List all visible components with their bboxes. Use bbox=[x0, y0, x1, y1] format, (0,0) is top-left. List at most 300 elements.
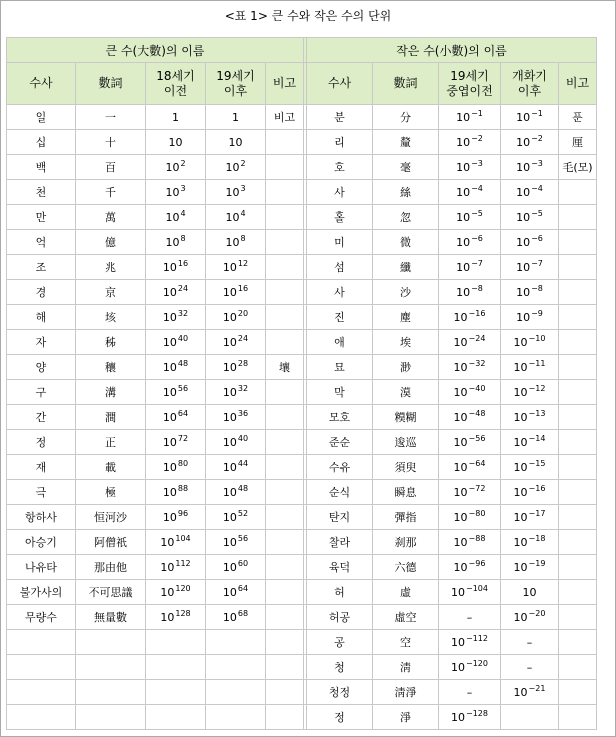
small-hanja-cell: 釐 bbox=[373, 130, 439, 155]
large-note-cell bbox=[266, 680, 304, 705]
small-era-after-cell: $10^{-11}$ bbox=[501, 355, 559, 380]
large-note-cell bbox=[266, 330, 304, 355]
small-note-cell: 厘 bbox=[559, 130, 597, 155]
exponent: 40 bbox=[237, 433, 249, 443]
large-note-cell bbox=[266, 405, 304, 430]
large-era-after-cell: $10^{32}$ bbox=[206, 380, 266, 405]
large-note-cell bbox=[266, 705, 304, 730]
large-hanja-cell: 無量數 bbox=[76, 605, 146, 630]
large-numeral-cell bbox=[7, 630, 76, 655]
small-era-before-cell: $10^{-40}$ bbox=[439, 380, 501, 405]
large-era-after-cell: $10^{60}$ bbox=[206, 555, 266, 580]
small-hanja-cell: 淸淨 bbox=[373, 680, 439, 705]
exponent: −3 bbox=[531, 158, 543, 168]
large-hanja-cell: 十 bbox=[76, 130, 146, 155]
small-note-cell bbox=[559, 430, 597, 455]
small-era-after-cell: $10^{-21}$ bbox=[501, 680, 559, 705]
small-hanja-cell: 忽 bbox=[373, 205, 439, 230]
exponent: −17 bbox=[528, 508, 546, 518]
exponent: −4 bbox=[531, 183, 543, 193]
small-hanja-cell: 淸 bbox=[373, 655, 439, 680]
table-row bbox=[7, 155, 597, 180]
small-era-after-cell: $10^{-7}$ bbox=[501, 255, 559, 280]
large-era-after-cell: $10^{52}$ bbox=[206, 505, 266, 530]
exponent: −7 bbox=[471, 258, 483, 268]
large-era-before-cell: $10^8$ bbox=[146, 230, 206, 255]
large-numeral-cell: 항하사 bbox=[7, 505, 76, 530]
large-note-cell bbox=[266, 505, 304, 530]
table-row bbox=[7, 205, 597, 230]
table-row bbox=[7, 430, 597, 455]
exponent: 8 bbox=[240, 233, 246, 243]
large-hanja-cell: 那由他 bbox=[76, 555, 146, 580]
large-era-before-cell: $10^3$ bbox=[146, 180, 206, 205]
small-hanja-cell: 六德 bbox=[373, 555, 439, 580]
exponent: 32 bbox=[177, 308, 189, 318]
small-era-before-cell: $10^{-6}$ bbox=[439, 230, 501, 255]
small-note-cell bbox=[559, 405, 597, 430]
large-hanja-cell: 秭 bbox=[76, 330, 146, 355]
exponent: −24 bbox=[468, 333, 486, 343]
large-hanja-cell: 兆 bbox=[76, 255, 146, 280]
exponent: 12 bbox=[237, 258, 249, 268]
exponent: −1 bbox=[531, 108, 543, 118]
large-era-after-cell: $10^{40}$ bbox=[206, 430, 266, 455]
exponent: −2 bbox=[531, 133, 543, 143]
small-hanja-cell: 虛 bbox=[373, 580, 439, 605]
exponent: 8 bbox=[180, 233, 186, 243]
large-era-after-cell bbox=[206, 630, 266, 655]
large-note-cell bbox=[266, 430, 304, 455]
small-era-before-cell: $10^{-5}$ bbox=[439, 205, 501, 230]
exponent: −12 bbox=[528, 383, 546, 393]
small-note-cell bbox=[559, 505, 597, 530]
large-era-before-cell: 10 bbox=[146, 130, 206, 155]
small-hanja-cell: 漠 bbox=[373, 380, 439, 405]
exponent: −32 bbox=[468, 358, 486, 368]
small-note-cell bbox=[559, 230, 597, 255]
exponent: −104 bbox=[466, 583, 488, 593]
small-era-before-cell: $10^{-80}$ bbox=[439, 505, 501, 530]
large-numeral-cell: 천 bbox=[7, 180, 76, 205]
small-era-before-cell: $10^{-88}$ bbox=[439, 530, 501, 555]
large-era-after-cell: $10^{44}$ bbox=[206, 455, 266, 480]
exponent: 72 bbox=[177, 433, 189, 443]
small-hanja-cell: 淨 bbox=[373, 705, 439, 730]
exponent: 64 bbox=[177, 408, 189, 418]
exponent: −9 bbox=[531, 308, 543, 318]
small-numeral-cell: 호 bbox=[307, 155, 373, 180]
exponent: 112 bbox=[175, 558, 191, 568]
small-hanja-cell: 沙 bbox=[373, 280, 439, 305]
large-note-cell bbox=[266, 305, 304, 330]
large-era-before-cell: $10^{56}$ bbox=[146, 380, 206, 405]
exponent: 52 bbox=[237, 508, 249, 518]
large-numeral-cell: 일 bbox=[7, 105, 76, 130]
large-era-before-cell: 1 bbox=[146, 105, 206, 130]
large-note-cell bbox=[266, 380, 304, 405]
exponent: 4 bbox=[180, 208, 186, 218]
small-note-cell bbox=[559, 605, 597, 630]
exponent: 44 bbox=[237, 458, 249, 468]
large-era-after-cell: $10^{16}$ bbox=[206, 280, 266, 305]
large-numeral-cell: 나유타 bbox=[7, 555, 76, 580]
large-numeral-cell: 자 bbox=[7, 330, 76, 355]
exponent: −88 bbox=[468, 533, 486, 543]
small-numeral-cell: 홀 bbox=[307, 205, 373, 230]
number-units-table bbox=[6, 37, 597, 730]
small-numeral-cell: 육덕 bbox=[307, 555, 373, 580]
small-numeral-cell: 사 bbox=[307, 180, 373, 205]
large-note-cell bbox=[266, 555, 304, 580]
large-numeral-cell: 해 bbox=[7, 305, 76, 330]
large-era-before-cell: $10^{96}$ bbox=[146, 505, 206, 530]
small-note-cell: 푼 bbox=[559, 105, 597, 130]
small-hanja-cell: 渺 bbox=[373, 355, 439, 380]
small-numeral-cell: 허공 bbox=[307, 605, 373, 630]
small-note-cell bbox=[559, 555, 597, 580]
large-numeral-cell bbox=[7, 680, 76, 705]
large-numeral-cell: 조 bbox=[7, 255, 76, 280]
table-row bbox=[7, 505, 597, 530]
exponent: −64 bbox=[468, 458, 486, 468]
large-era-after-cell bbox=[206, 705, 266, 730]
small-hanja-cell: 逡巡 bbox=[373, 430, 439, 455]
large-hanja-cell: 恒河沙 bbox=[76, 505, 146, 530]
large-era-after-cell: $10^{12}$ bbox=[206, 255, 266, 280]
large-era-before-cell: $10^{40}$ bbox=[146, 330, 206, 355]
small-numeral-cell: 모호 bbox=[307, 405, 373, 430]
large-header-hanja: 數詞 bbox=[76, 63, 146, 105]
exponent: 60 bbox=[237, 558, 249, 568]
small-numeral-cell: 묘 bbox=[307, 355, 373, 380]
exponent: 96 bbox=[177, 508, 189, 518]
small-note-cell bbox=[559, 305, 597, 330]
large-numeral-cell: 정 bbox=[7, 430, 76, 455]
large-note-cell: 비고 bbox=[266, 105, 304, 130]
exponent: −6 bbox=[471, 233, 483, 243]
large-hanja-cell: 不可思議 bbox=[76, 580, 146, 605]
small-hanja-cell: 彈指 bbox=[373, 505, 439, 530]
large-era-after-cell: $10^{36}$ bbox=[206, 405, 266, 430]
exponent: 24 bbox=[177, 283, 189, 293]
exponent: 36 bbox=[237, 408, 249, 418]
small-note-cell bbox=[559, 655, 597, 680]
large-era-after-cell: $10^{28}$ bbox=[206, 355, 266, 380]
table-row bbox=[7, 380, 597, 405]
table-row bbox=[7, 680, 597, 705]
exponent: −128 bbox=[466, 708, 488, 718]
small-hanja-cell: 刹那 bbox=[373, 530, 439, 555]
large-numeral-cell: 양 bbox=[7, 355, 76, 380]
large-era-before-cell: $10^{64}$ bbox=[146, 405, 206, 430]
small-hanja-cell: 埃 bbox=[373, 330, 439, 355]
large-era-after-cell: $10^8$ bbox=[206, 230, 266, 255]
large-header-era-before: 18세기 이전 bbox=[146, 63, 206, 105]
small-era-before-cell: $10^{-8}$ bbox=[439, 280, 501, 305]
exponent: 16 bbox=[237, 283, 249, 293]
small-numeral-cell: 섬 bbox=[307, 255, 373, 280]
small-era-after-cell: $10^{-3}$ bbox=[501, 155, 559, 180]
small-era-after-cell: 10 bbox=[501, 580, 559, 605]
table-row bbox=[7, 230, 597, 255]
table-row bbox=[7, 305, 597, 330]
exponent: −14 bbox=[528, 433, 546, 443]
large-era-after-cell bbox=[206, 655, 266, 680]
table-row bbox=[7, 105, 597, 130]
small-era-before-cell: $10^{-3}$ bbox=[439, 155, 501, 180]
exponent: 2 bbox=[180, 158, 186, 168]
large-hanja-cell: 萬 bbox=[76, 205, 146, 230]
exponent: −10 bbox=[528, 333, 546, 343]
large-note-cell bbox=[266, 255, 304, 280]
large-era-after-cell: $10^{20}$ bbox=[206, 305, 266, 330]
large-era-after-cell: $10^{64}$ bbox=[206, 580, 266, 605]
exponent: −6 bbox=[531, 233, 543, 243]
small-era-before-cell: $10^{-32}$ bbox=[439, 355, 501, 380]
exponent: 32 bbox=[237, 383, 249, 393]
small-era-before-cell: $10^{-56}$ bbox=[439, 430, 501, 455]
small-numeral-cell: 찰라 bbox=[307, 530, 373, 555]
large-hanja-cell: 溝 bbox=[76, 380, 146, 405]
large-note-cell bbox=[266, 155, 304, 180]
exponent: −3 bbox=[471, 158, 483, 168]
small-era-after-cell: $10^{-13}$ bbox=[501, 405, 559, 430]
large-era-before-cell bbox=[146, 630, 206, 655]
small-numeral-cell: 청 bbox=[307, 655, 373, 680]
small-hanja-cell: 瞬息 bbox=[373, 480, 439, 505]
large-note-cell bbox=[266, 530, 304, 555]
small-header-hanja: 數詞 bbox=[373, 63, 439, 105]
exponent: −120 bbox=[466, 658, 488, 668]
small-era-after-cell: $10^{-16}$ bbox=[501, 480, 559, 505]
large-era-after-cell: $10^{56}$ bbox=[206, 530, 266, 555]
exponent: 16 bbox=[177, 258, 189, 268]
small-numeral-cell: 막 bbox=[307, 380, 373, 405]
small-note-cell bbox=[559, 330, 597, 355]
small-numeral-cell: 리 bbox=[307, 130, 373, 155]
small-numeral-cell: 순식 bbox=[307, 480, 373, 505]
exponent: 28 bbox=[237, 358, 249, 368]
large-note-cell bbox=[266, 130, 304, 155]
large-era-before-cell: $10^{120}$ bbox=[146, 580, 206, 605]
large-hanja-cell: 澗 bbox=[76, 405, 146, 430]
small-note-cell bbox=[559, 180, 597, 205]
small-era-after-cell: – bbox=[501, 630, 559, 655]
large-era-before-cell: $10^{24}$ bbox=[146, 280, 206, 305]
table-row bbox=[7, 330, 597, 355]
large-note-cell bbox=[266, 455, 304, 480]
small-numeral-cell: 미 bbox=[307, 230, 373, 255]
exponent: 128 bbox=[175, 608, 191, 618]
large-numeral-cell: 극 bbox=[7, 480, 76, 505]
small-hanja-cell: 虛空 bbox=[373, 605, 439, 630]
large-hanja-cell: 億 bbox=[76, 230, 146, 255]
exponent: 20 bbox=[237, 308, 249, 318]
small-era-before-cell: $10^{-64}$ bbox=[439, 455, 501, 480]
large-note-cell bbox=[266, 280, 304, 305]
small-era-after-cell: $10^{-2}$ bbox=[501, 130, 559, 155]
exponent: 40 bbox=[177, 333, 189, 343]
exponent: −20 bbox=[528, 608, 546, 618]
large-era-before-cell: $10^{32}$ bbox=[146, 305, 206, 330]
large-era-before-cell: $10^2$ bbox=[146, 155, 206, 180]
large-hanja-cell: 京 bbox=[76, 280, 146, 305]
exponent: 68 bbox=[237, 608, 249, 618]
small-note-cell bbox=[559, 380, 597, 405]
small-note-cell bbox=[559, 580, 597, 605]
large-era-after-cell: 10 bbox=[206, 130, 266, 155]
small-era-after-cell: $10^{-6}$ bbox=[501, 230, 559, 255]
large-era-before-cell: $10^{16}$ bbox=[146, 255, 206, 280]
small-note-cell bbox=[559, 530, 597, 555]
large-era-after-cell: $10^3$ bbox=[206, 180, 266, 205]
exponent: −72 bbox=[468, 483, 486, 493]
large-hanja-cell: 正 bbox=[76, 430, 146, 455]
large-numeral-cell bbox=[7, 705, 76, 730]
large-hanja-cell bbox=[76, 680, 146, 705]
small-note-cell bbox=[559, 255, 597, 280]
table-row bbox=[7, 480, 597, 505]
exponent: −7 bbox=[531, 258, 543, 268]
small-numeral-cell: 준순 bbox=[307, 430, 373, 455]
large-era-before-cell: $10^{128}$ bbox=[146, 605, 206, 630]
exponent: −11 bbox=[528, 358, 546, 368]
small-note-cell bbox=[559, 680, 597, 705]
large-era-before-cell bbox=[146, 655, 206, 680]
exponent: −18 bbox=[528, 533, 546, 543]
table-row bbox=[7, 405, 597, 430]
small-era-after-cell: $10^{-14}$ bbox=[501, 430, 559, 455]
exponent: −40 bbox=[468, 383, 486, 393]
large-numeral-cell: 재 bbox=[7, 455, 76, 480]
small-era-after-cell: $10^{-10}$ bbox=[501, 330, 559, 355]
small-hanja-cell: 空 bbox=[373, 630, 439, 655]
large-header-era-after: 19세기 이후 bbox=[206, 63, 266, 105]
table-row bbox=[7, 580, 597, 605]
large-note-cell bbox=[266, 580, 304, 605]
large-numeral-cell: 불가사의 bbox=[7, 580, 76, 605]
exponent: −4 bbox=[471, 183, 483, 193]
exponent: −5 bbox=[471, 208, 483, 218]
large-header-note: 비고 bbox=[266, 63, 304, 105]
exponent: −13 bbox=[528, 408, 546, 418]
large-note-cell bbox=[266, 630, 304, 655]
large-note-cell bbox=[266, 655, 304, 680]
exponent: 4 bbox=[240, 208, 246, 218]
table-row bbox=[7, 530, 597, 555]
exponent: −8 bbox=[471, 283, 483, 293]
exponent: 48 bbox=[237, 483, 249, 493]
table-row bbox=[7, 280, 597, 305]
small-era-before-cell: $10^{-7}$ bbox=[439, 255, 501, 280]
large-era-after-cell: $10^{68}$ bbox=[206, 605, 266, 630]
large-note-cell: 壤 bbox=[266, 355, 304, 380]
large-hanja-cell bbox=[76, 630, 146, 655]
exponent: −21 bbox=[528, 683, 546, 693]
exponent: 3 bbox=[180, 183, 186, 193]
small-era-after-cell: $10^{-8}$ bbox=[501, 280, 559, 305]
small-era-after-cell: $10^{-9}$ bbox=[501, 305, 559, 330]
exponent: −16 bbox=[468, 308, 486, 318]
exponent: 88 bbox=[177, 483, 189, 493]
exponent: 56 bbox=[237, 533, 249, 543]
small-era-before-cell: $10^{-128}$ bbox=[439, 705, 501, 730]
small-era-before-cell: $10^{-2}$ bbox=[439, 130, 501, 155]
table-caption: <표 1> 큰 수와 작은 수의 단위 bbox=[224, 9, 392, 23]
small-era-before-cell: $10^{-120}$ bbox=[439, 655, 501, 680]
small-era-before-cell: – bbox=[439, 605, 501, 630]
large-hanja-cell: 阿僧祇 bbox=[76, 530, 146, 555]
exponent: 104 bbox=[175, 533, 191, 543]
exponent: −2 bbox=[471, 133, 483, 143]
small-era-before-cell: $10^{-48}$ bbox=[439, 405, 501, 430]
small-numeral-cell: 진 bbox=[307, 305, 373, 330]
large-note-cell bbox=[266, 605, 304, 630]
large-era-before-cell: $10^{48}$ bbox=[146, 355, 206, 380]
small-header-note: 비고 bbox=[559, 63, 597, 105]
exponent: −112 bbox=[466, 633, 488, 643]
large-numeral-cell: 아승기 bbox=[7, 530, 76, 555]
small-era-before-cell: $10^{-24}$ bbox=[439, 330, 501, 355]
section-title-small: 작은 수(小數)의 이름 bbox=[307, 38, 597, 63]
small-hanja-cell: 糢糊 bbox=[373, 405, 439, 430]
exponent: 56 bbox=[177, 383, 189, 393]
large-numeral-cell: 십 bbox=[7, 130, 76, 155]
small-hanja-cell: 絲 bbox=[373, 180, 439, 205]
small-header-numeral: 수사 bbox=[307, 63, 373, 105]
table-row bbox=[7, 255, 597, 280]
small-era-after-cell: $10^{-1}$ bbox=[501, 105, 559, 130]
large-note-cell bbox=[266, 205, 304, 230]
large-era-before-cell: $10^4$ bbox=[146, 205, 206, 230]
small-era-after-cell: $10^{-15}$ bbox=[501, 455, 559, 480]
large-numeral-cell: 만 bbox=[7, 205, 76, 230]
table-row bbox=[7, 605, 597, 630]
small-hanja-cell: 微 bbox=[373, 230, 439, 255]
small-header-era-after: 개화기 이후 bbox=[501, 63, 559, 105]
small-hanja-cell: 纖 bbox=[373, 255, 439, 280]
exponent: 24 bbox=[237, 333, 249, 343]
exponent: 48 bbox=[177, 358, 189, 368]
small-numeral-cell: 정 bbox=[307, 705, 373, 730]
table-row bbox=[7, 630, 597, 655]
large-hanja-cell bbox=[76, 655, 146, 680]
large-era-before-cell bbox=[146, 705, 206, 730]
exponent: −5 bbox=[531, 208, 543, 218]
large-numeral-cell: 구 bbox=[7, 380, 76, 405]
large-era-before-cell: $10^{112}$ bbox=[146, 555, 206, 580]
exponent: −16 bbox=[528, 483, 546, 493]
exponent: −8 bbox=[531, 283, 543, 293]
large-era-before-cell: $10^{80}$ bbox=[146, 455, 206, 480]
small-era-after-cell: – bbox=[501, 655, 559, 680]
large-era-after-cell: $10^{48}$ bbox=[206, 480, 266, 505]
small-era-after-cell: $10^{-4}$ bbox=[501, 180, 559, 205]
small-era-before-cell: $10^{-16}$ bbox=[439, 305, 501, 330]
small-note-cell: 毛(모) bbox=[559, 155, 597, 180]
small-era-after-cell bbox=[501, 705, 559, 730]
table-row bbox=[7, 555, 597, 580]
small-numeral-cell: 사 bbox=[307, 280, 373, 305]
small-hanja-cell: 須臾 bbox=[373, 455, 439, 480]
large-note-cell bbox=[266, 480, 304, 505]
large-era-before-cell: $10^{88}$ bbox=[146, 480, 206, 505]
large-hanja-cell bbox=[76, 705, 146, 730]
exponent: 64 bbox=[237, 583, 249, 593]
table-row bbox=[7, 130, 597, 155]
small-era-before-cell: $10^{-1}$ bbox=[439, 105, 501, 130]
